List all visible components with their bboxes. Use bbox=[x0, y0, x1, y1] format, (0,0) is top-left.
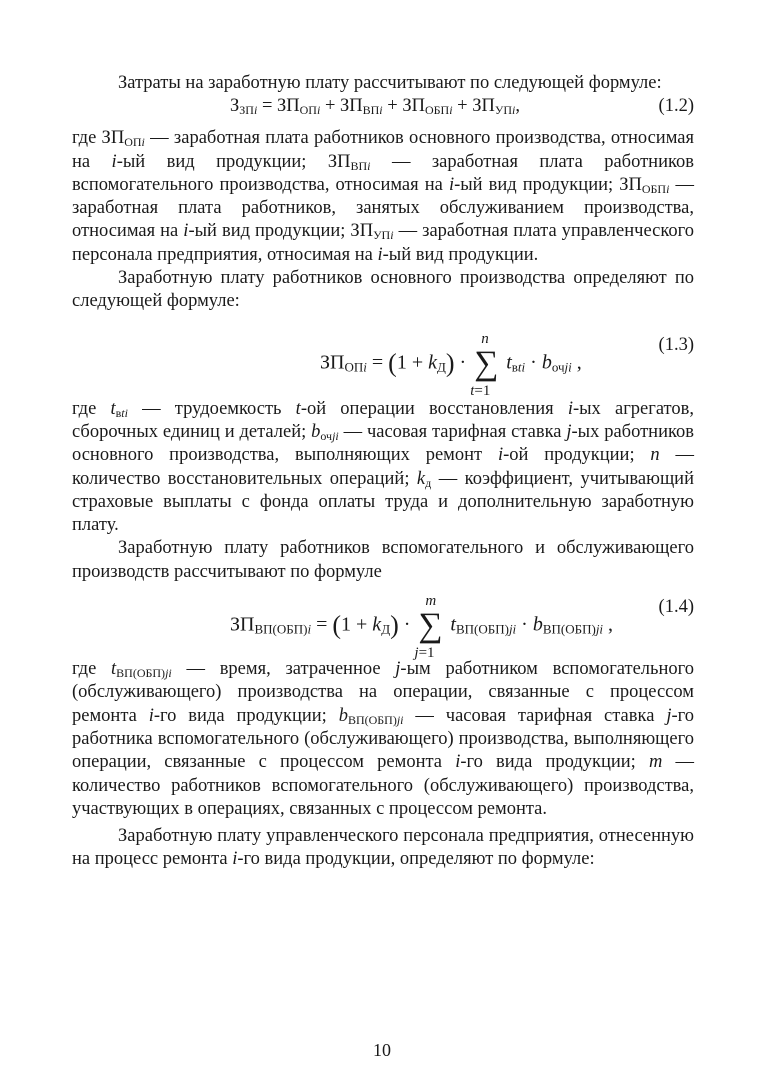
formula-1-3 bbox=[72, 314, 694, 398]
page-number: 10 bbox=[373, 1040, 391, 1060]
document-page bbox=[72, 72, 694, 872]
formula-1-2-body: $З_{ЗПi} = ЗП_{ОПi} + ЗП_{ВПi} + ЗП_{ОБПi} + ЗП_{УПi}$, bbox=[230, 96, 520, 118]
paragraph-management: Заработную плату управленческого персонала предприятия, отнесенную на процесс ремонта i-го вида продукции, определяют по формуле: bbox=[72, 826, 694, 870]
formula-1-4-body: $ЗП_{ВП(ОБП)i} = (1 + k_Д)$ · m ∑ j=1 $t_{ВП(ОБП)ji} \cdot b_{ВП(ОБП)ji}$ , bbox=[230, 593, 614, 662]
formula-1-3-number: (1.3) bbox=[658, 334, 694, 355]
paragraph-auxiliary-production: Заработную плату работников вспомогательного и обслуживающего производств рассчитывают по формуле bbox=[72, 538, 694, 582]
formula-1-3-body: $ЗП_{ОПi} = (1 + k_Д)$ · n ∑ t=1 $t_{вti} \cdot b_{очji}$ , bbox=[320, 330, 582, 399]
paragraph-main-production: Заработную плату работников основного производства определяют по следующей формуле: bbox=[72, 268, 694, 312]
paragraph-definitions-3: где $t_{ВП(ОБП)ji}$ — время, затраченное j-ым работником вспомогательного (обслуживающего) производства на операции, связанные с процессом ремонта i-го вида продукции; $b_{ВП(ОБП)ji}$ — часовая тарифная ставка j-го работника вспомогательного (обслуживающего) производства, выполняющего операции, связанные с процессом ремонта i-го вида продукции; m — количество работников вспомогательного (обслуживающего) производства, участвующих в операциях, связанных с процессом ремонта. bbox=[72, 659, 695, 819]
paragraph-definitions-2: где $t_{вti}$ — трудоемкость t-ой операции восстановления i-ых агрегатов, сборочных единиц и деталей; $b_{очji}$ — часовая тарифная ставка j-ых работников основного производства, выполняющих ремонт i-ой продукции; n — количество восстановительных операций; $k_д$ — коэффициент, учитывающий страховые выплаты с фонда оплаты труда и дополнительную заработную плату. bbox=[72, 398, 695, 536]
formula-1-2-number: (1.2) bbox=[658, 96, 694, 117]
formula-1-4-number: (1.4) bbox=[658, 597, 694, 618]
formula-1-2 bbox=[72, 95, 694, 127]
paragraph-intro: Затраты на заработную плату рассчитывают по следующей формуле: bbox=[118, 73, 662, 93]
formula-1-4 bbox=[72, 584, 694, 662]
paragraph-definitions-1: где $ЗП_{ОПi}$ — заработная плата работников основного производства, относимая на i-ый вид продукции; $ЗП_{ВПi}$ — заработная плата работников вспомогательного производства, относимая на i-ый вид продукции; $ЗП_{ОБПi}$ — заработная плата работников, занятых обслуживанием производства, относимая на i-ый вид продукции; $ЗП_{УПi}$ — заработная плата управленческого персонала предприятия, относимая на i-ый вид продукции. bbox=[72, 128, 695, 265]
